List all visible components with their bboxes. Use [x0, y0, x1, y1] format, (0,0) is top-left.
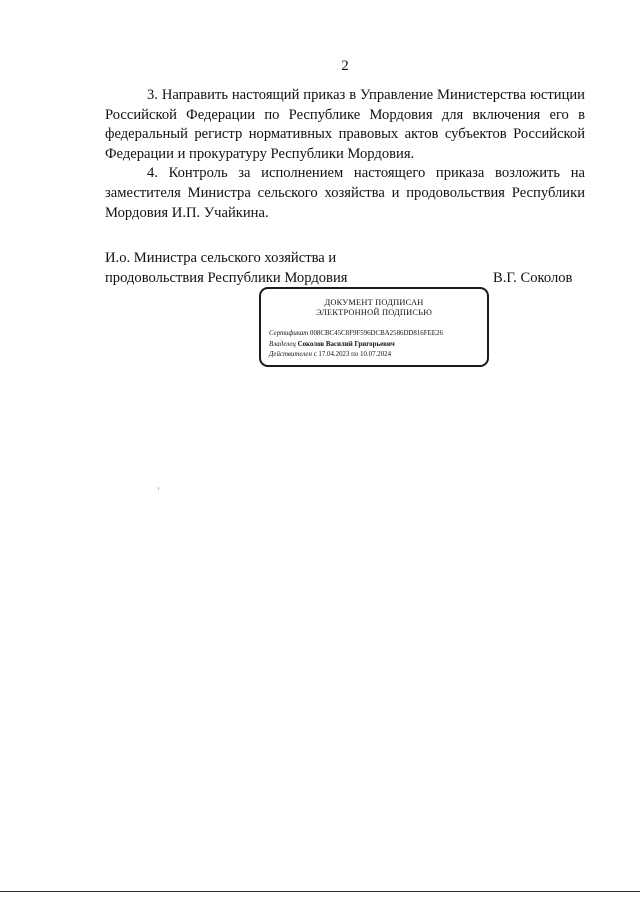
bottom-rule: [0, 891, 640, 892]
stamp-validity-to: 10.07.2024: [360, 351, 392, 358]
stamp-validity-from: 17.04.2023: [318, 351, 350, 358]
stamp-heading-line-2: ЭЛЕКТРОННОЙ ПОДПИСЬЮ: [315, 308, 433, 317]
signatory-title: [105, 248, 347, 288]
document-body: [105, 86, 585, 223]
stamp-heading-line-1: ДОКУМЕНТ ПОДПИСАН: [324, 298, 424, 307]
stamp-validity: [269, 350, 443, 361]
scan-artifact: [158, 487, 159, 490]
page-number: 2: [341, 58, 349, 74]
stamp-details: [269, 329, 443, 361]
stamp-certificate-value: 008CBC45C8F9F596DCBA2586DD816FEE26: [310, 330, 443, 337]
electronic-signature-stamp: [259, 287, 489, 367]
signatory-title-line-2: продовольствия Республики Мордовия: [105, 270, 348, 286]
stamp-validity-to-word: по: [351, 351, 359, 358]
signatory-title-line-1: И.о. Министра сельского хозяйства и: [105, 250, 337, 266]
stamp-owner-label: Владелец: [269, 340, 296, 348]
stamp-certificate: [269, 329, 443, 340]
stamp-validity-from-word: с: [313, 351, 317, 358]
stamp-heading: [261, 298, 487, 318]
stamp-validity-label: Действителен: [269, 351, 312, 358]
stamp-owner: [269, 340, 443, 351]
stamp-certificate-label: Сертификат: [269, 330, 309, 337]
signatory-name: В.Г. Соколов: [493, 270, 573, 286]
stamp-owner-value: Соколов Василий Григорьевич: [297, 340, 395, 348]
paragraph-3: 3. Направить настоящий приказ в Управление Министерства юстиции Российской Федерации по Республике Мордовия для включения его в федеральный регистр нормативных правовых актов субъектов Российской Федерации и прокуратуру Республики Мордовия.: [105, 87, 585, 162]
paragraph-4: 4. Контроль за исполнением настоящего приказа возложить на заместителя Министра сельского хозяйства и продовольствия Республики Мордовия И.П. Учайкина.: [105, 165, 585, 221]
